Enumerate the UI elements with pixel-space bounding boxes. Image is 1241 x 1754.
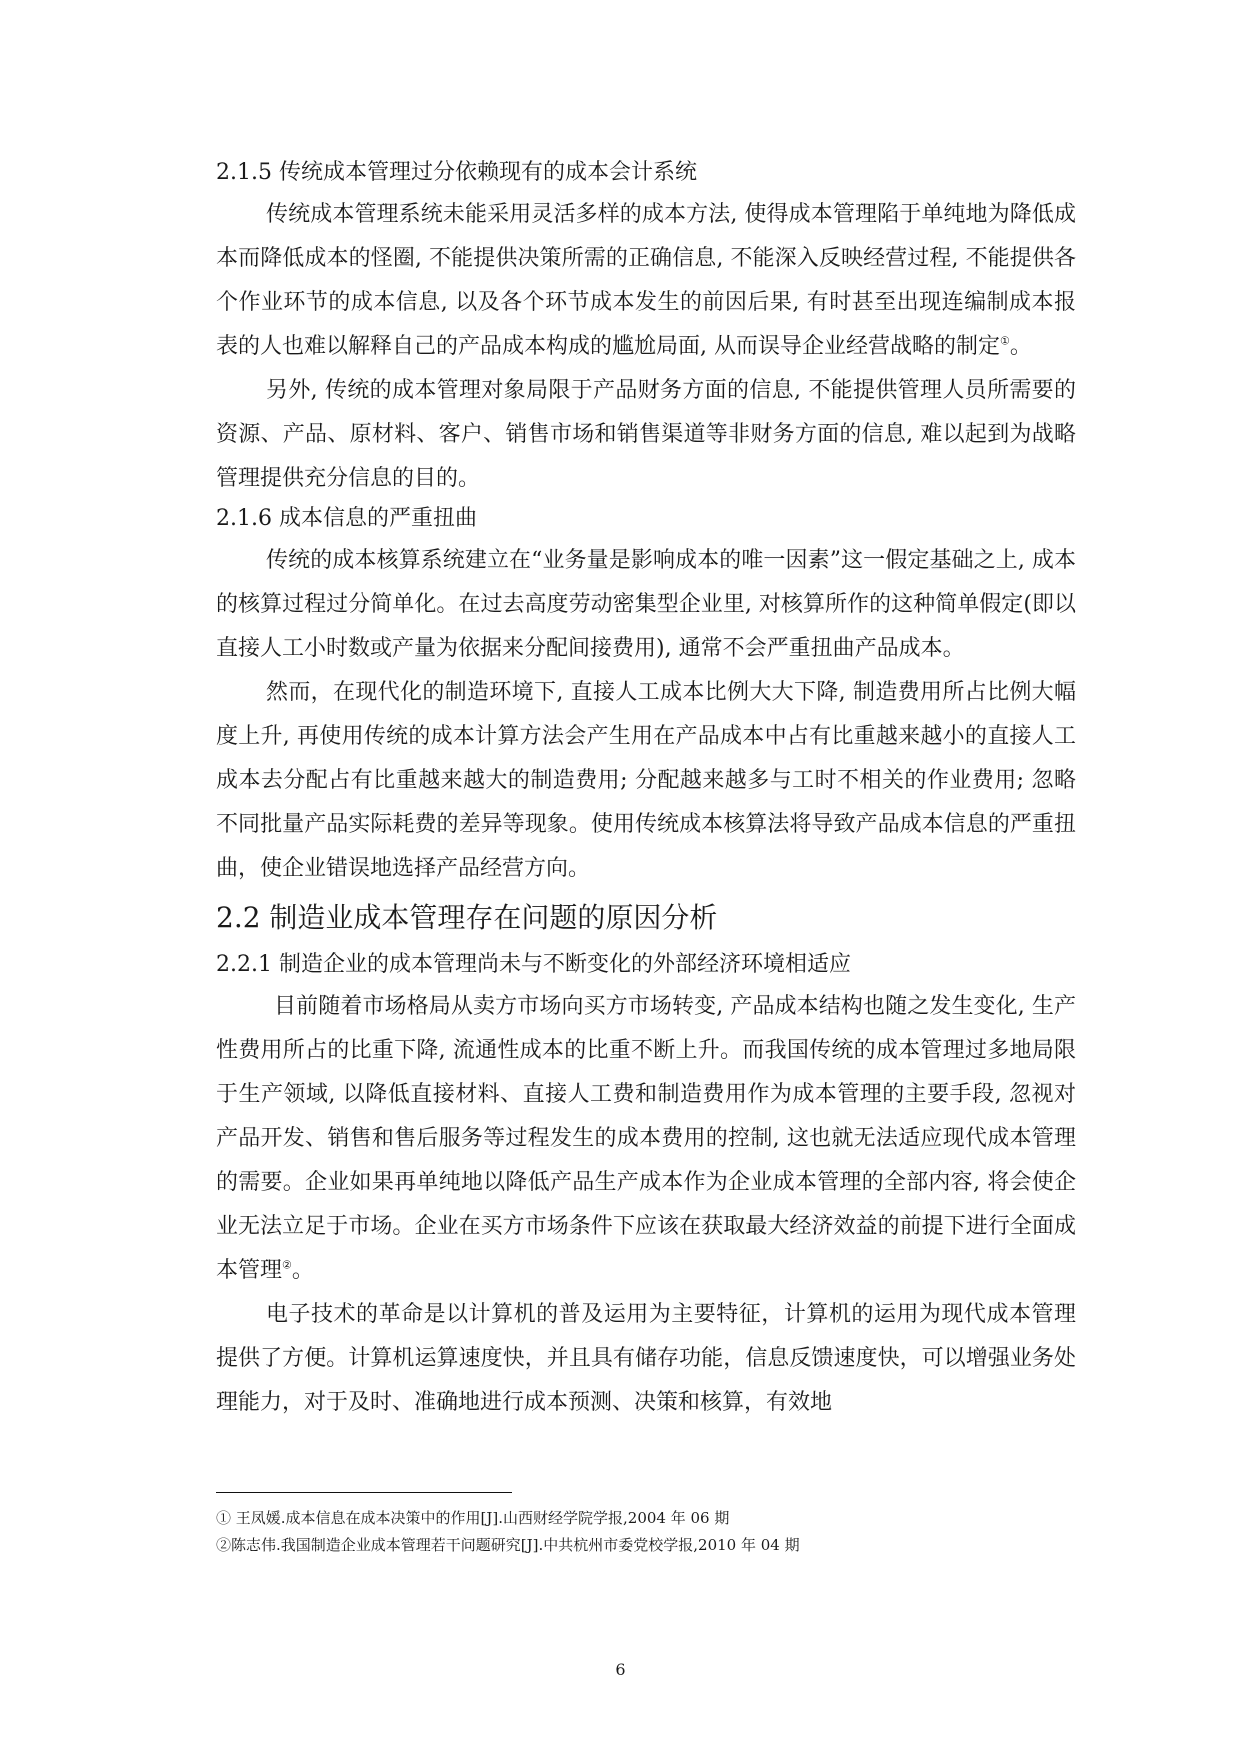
section-heading-2-2-1: 2.2.1 制造企业的成本管理尚未与不断变化的外部经济环境相适应 (216, 952, 851, 977)
sentence-end: 。 (1009, 334, 1032, 359)
section-heading-2-1-6: 2.1.6 成本信息的严重扭曲 (216, 506, 477, 531)
footnote-marker-2[interactable]: ② (282, 1258, 292, 1272)
footnote-divider (216, 1492, 512, 1493)
page-number: 6 (615, 1660, 626, 1679)
paragraph-text: 传统成本管理系统未能采用灵活多样的成本方法, 使得成本管理陷于单纯地为降低成本而降低成本的怪圈, 不能提供决策所需的正确信息, 不能深入反映经营过程, 不能提供各个作业环节的成本信息, 以及各个环节成本发生的前因后果, 有时甚至出现连编制成本报表的人也难以解释自己的产品成本构成的尴尬局面, 从而误导企业经营战略的制定 (216, 202, 1076, 359)
body-content (216, 155, 1076, 1425)
footnote-1: ① 王凤媛.成本信息在成本决策中的作用[J].山西财经学院学报,2004 年 06 期 (216, 1509, 730, 1527)
paragraph-2-2-1-1 (216, 985, 1076, 1293)
sentence-end: 。 (291, 1258, 314, 1283)
section-heading-2-1-5: 2.1.5 传统成本管理过分依赖现有的成本会计系统 (216, 160, 697, 185)
paragraph-2-1-6-2: 然而，在现代化的制造环境下, 直接人工成本比例大大下降, 制造费用所占比例大幅度上升, 再使用传统的成本计算方法会产生用在产品成本中占有比重越来越小的直接人工成本去分配占有比重越来越大的制造费用; 分配越来越多与工时不相关的作业费用; 忽略不同批量产品实际耗费的差异等现象。使用传统成本核算法将导致产品成本信息的严重扭曲，使企业错误地选择产品经营方向。 (216, 680, 1076, 881)
paragraph-2-1-5-2: 另外, 传统的成本管理对象局限于产品财务方面的信息, 不能提供管理人员所需要的资源、产品、原材料、客户、销售市场和销售渠道等非财务方面的信息, 难以起到为战略管理提供充分信息的目的。 (216, 378, 1076, 491)
paragraph-2-2-1-2: 电子技术的革命是以计算机的普及运用为主要特征，计算机的运用为现代成本管理提供了方便。计算机运算速度快，并且具有储存功能，信息反馈速度快，可以增强业务处理能力，对于及时、准确地进行成本预测、决策和核算，有效地 (216, 1302, 1076, 1415)
section-heading-2-2: 2.2 制造业成本管理存在问题的原因分析 (216, 901, 718, 934)
footnote-marker-1[interactable]: ① (1000, 334, 1010, 348)
paragraph-2-1-6-1: 传统的成本核算系统建立在“业务量是影响成本的唯一因素”这一假定基础之上, 成本的核算过程过分简单化。在过去高度劳动密集型企业里, 对核算所作的这种简单假定(即以直接人工小时数或产量为依据来分配间接费用), 通常不会严重扭曲产品成本。 (216, 548, 1076, 661)
paragraph-2-1-5-1 (216, 193, 1076, 369)
paragraph-text: 目前随着市场格局从卖方市场向买方市场转变, 产品成本结构也随之发生变化, 生产性费用所占的比重下降, 流通性成本的比重不断上升。而我国传统的成本管理过多地局限于生产领域, 以降低直接材料、直接人工费和制造费用作为成本管理的主要手段, 忽视对产品开发、销售和售后服务等过程发生的成本费用的控制, 这也就无法适应现代成本管理的需要。企业如果再单纯地以降低产品生产成本作为企业成本管理的全部内容, 将会使企业无法立足于市场。企业在买方市场条件下应该在获取最大经济效益的前提下进行全面成本管理 (216, 994, 1076, 1283)
footnotes (216, 1505, 1076, 1559)
footnote-2: ②陈志伟.我国制造企业成本管理若干问题研究[J].中共杭州市委党校学报,2010 年 04 期 (216, 1536, 800, 1554)
